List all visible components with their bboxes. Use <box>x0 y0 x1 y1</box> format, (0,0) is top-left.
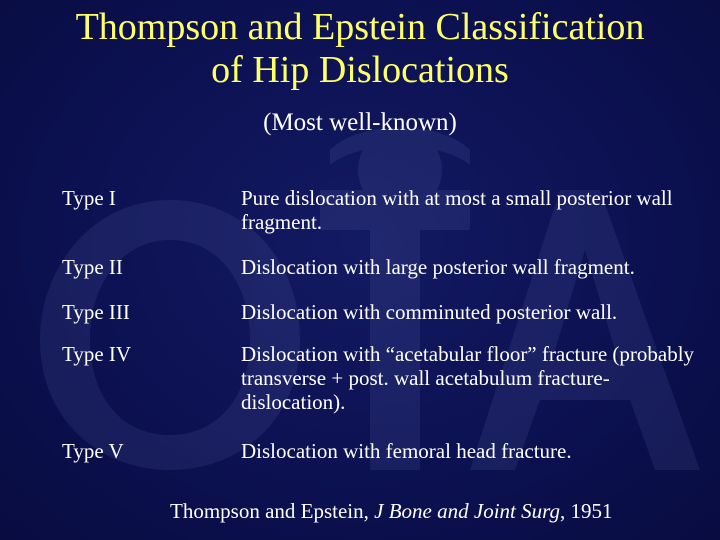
citation-journal: J Bone and Joint Surg <box>374 499 561 523</box>
citation <box>170 499 613 523</box>
type-description: Dislocation with “acetabular floor” fracture (probably transverse + post. wall acetabulum fracture-dislocation). <box>241 342 695 414</box>
slide-title <box>0 6 720 92</box>
type-label: Type II <box>62 255 123 279</box>
type-label: Type III <box>62 300 130 324</box>
citation-year: , 1951 <box>560 499 613 523</box>
title-line-2: of Hip Dislocations <box>211 49 509 91</box>
type-description: Dislocation with large posterior wall fragment. <box>241 255 635 279</box>
type-description: Dislocation with femoral head fracture. <box>241 439 572 463</box>
type-label: Type V <box>62 439 124 463</box>
type-label: Type IV <box>62 342 132 366</box>
type-description: Dislocation with comminuted posterior wall. <box>241 300 618 324</box>
slide-subtitle: (Most well-known) <box>263 109 457 136</box>
title-line-1: Thompson and Epstein Classification <box>75 6 645 48</box>
citation-authors: Thompson and Epstein, <box>170 499 375 523</box>
type-label: Type I <box>62 186 116 210</box>
type-description: Pure dislocation with at most a small posterior wall fragment. <box>241 186 673 234</box>
